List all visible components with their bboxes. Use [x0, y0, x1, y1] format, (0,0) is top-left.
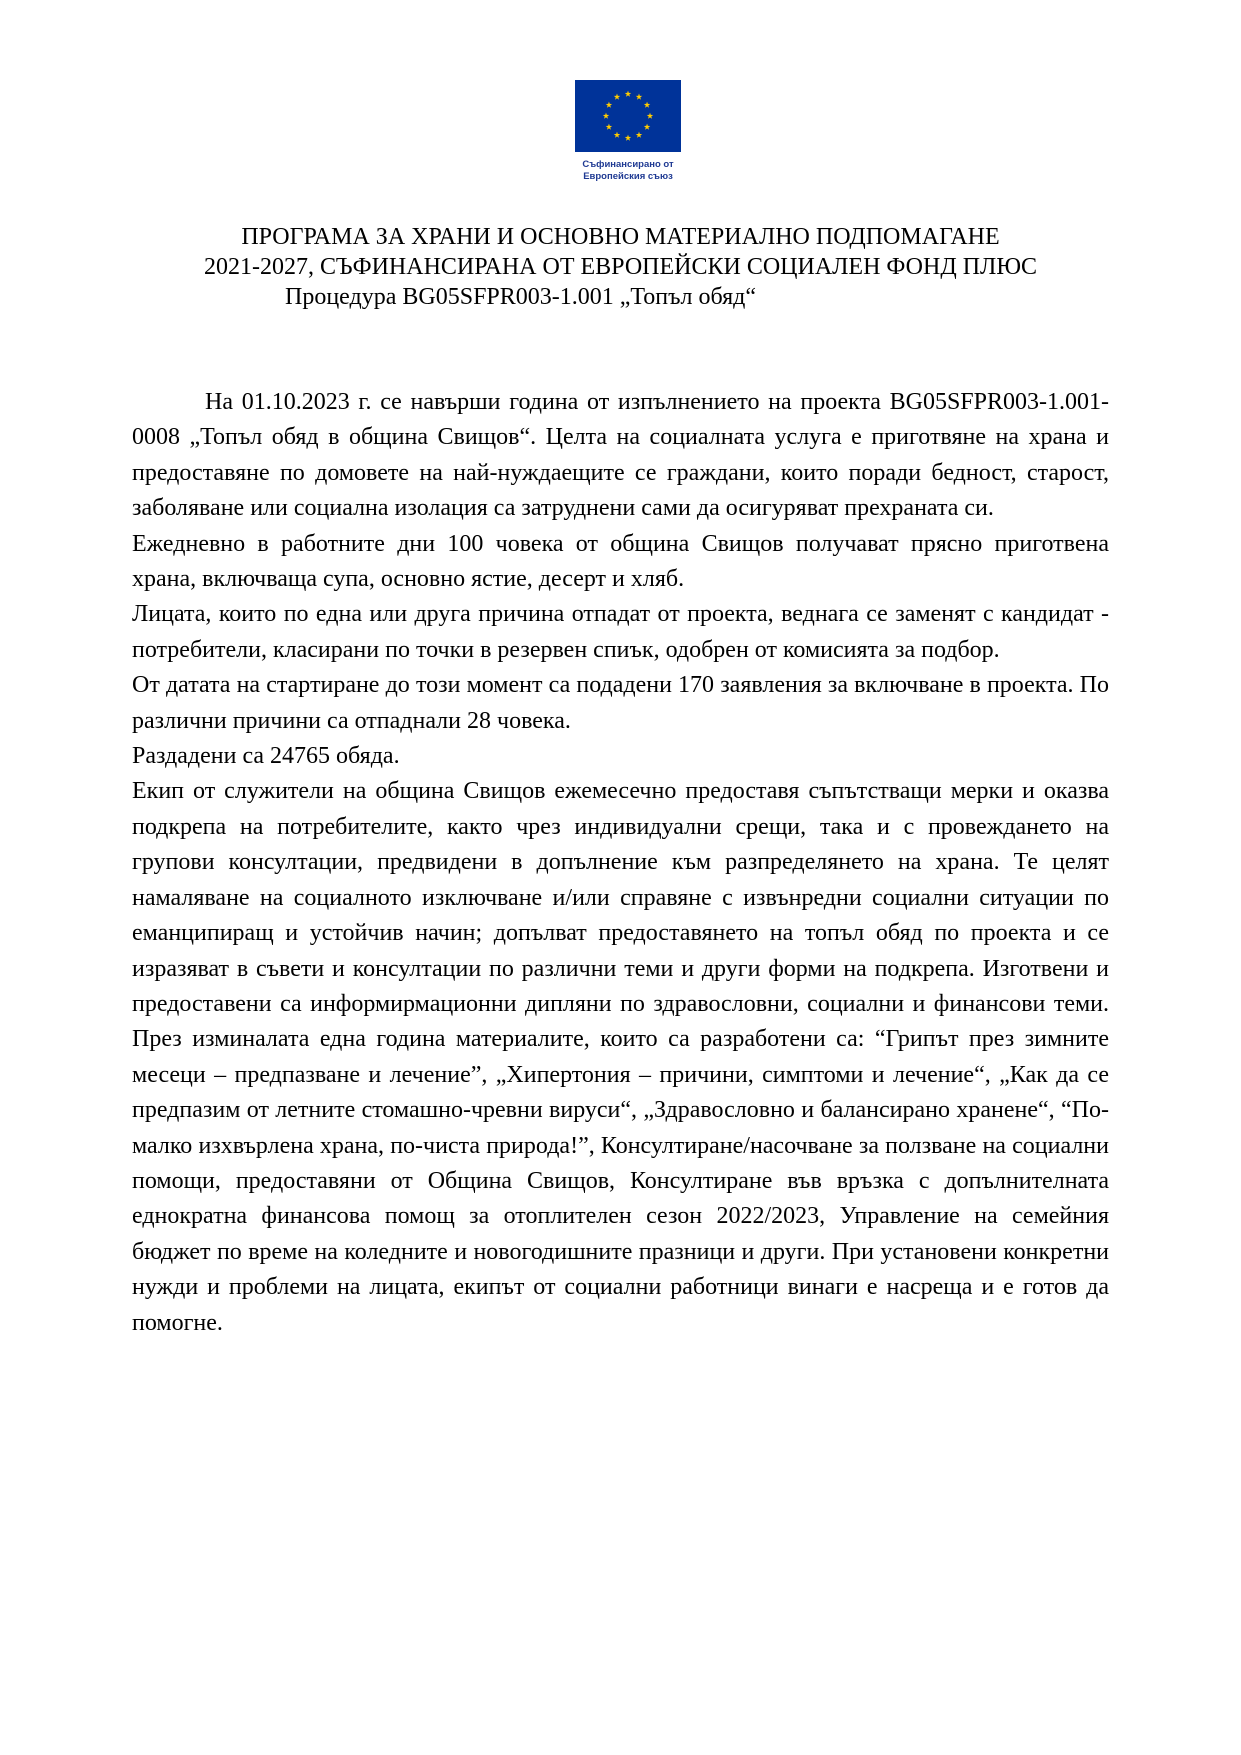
paragraph-replacements: Лицата, които по една или друга причина отпадат от проекта, веднага се заменят с кандидат - потребители, класирани по точки в резервен спиък, одобрен от комисията за подбор. — [132, 601, 1109, 663]
heading-line-2: 2021-2027, СЪФИНАНСИРАНА ОТ ЕВРОПЕЙСКИ СОЦИАЛЕН ФОНД ПЛЮС — [203, 254, 1037, 280]
logo-caption-line1: Съфинансирано от — [582, 159, 674, 170]
eu-flag-icon — [575, 80, 681, 152]
eu-cofunded-logo — [568, 80, 688, 192]
paragraph-applications: От датата на стартиране до този момент са подадени 170 заявления за включване в проекта. По различни причини са отпаднали 28 човека. — [132, 672, 1109, 734]
paragraph-daily-meals: Ежедневно в работните дни 100 човека от община Свищов получават прясно приготвена храна, включваща супа, основно ястие, десерт и хляб. — [132, 530, 1109, 593]
program-heading — [130, 222, 1111, 312]
heading-line-1: ПРОГРАМА ЗА ХРАНИ И ОСНОВНО МАТЕРИАЛНО ПОДПОМАГАНЕ — [241, 224, 1000, 250]
logo-caption — [568, 159, 688, 183]
procedure-line: Процедура BG05SFPR003-1.001 „Топъл обяд“ — [285, 284, 757, 310]
paragraph-support-measures: Екип от служители на община Свищов ежемесечно предоставя съпътстващи мерки и оказва подкрепа на потребителите, както чрез индивидуални срещи, така и с провеждането на групови консултации, предвидени в допълнение към разпределянето на храна. Те целят намаляване на социалното изключване и/или справяне с извънредни социални ситуации по еманципиращ и устойчив начин; допълват предоставянето на топъл обяд по проекта и се изразяват в съвети и консултации по различни теми и други форми на подкрепа. Изготвени и предоставени са информирмационни дипляни по здравословни, социални и финансови теми. През изминалата една година материалите, които са разработени са: “Грипът през зимните месеци – предпазване и лечение”, „Хипертония – причини, симптоми и лечение“, „Как да се предпазим от летните стомашно-чревни вируси“, „Здравословно и балансирано хранене“, “По-малко изхвърлена храна, по-чиста природа!”, Консултиране/насочване за ползване на социални помощи, предоставяни от Община Свищов, Консултиране във връзка с допълнителната еднократна финансова помощ за отоплителен сезон 2022/2023, Управление на семейния бюджет по време на коледните и новогодишните празници и други. При установени конкретни нужди и проблеми на лицата, екипът от социални работници винаги е насреща и е готов да помогне. — [132, 778, 1109, 1336]
document-body — [132, 385, 1109, 1341]
logo-caption-line2: Европейския съюз — [583, 171, 673, 182]
paragraph-meals-count: Раздадени са 24765 обяда. — [132, 743, 400, 770]
paragraph-intro: На 01.10.2023 г. се навърши година от изпълнението на проекта BG05SFPR003-1.001-0008 „Топъл обяд в община Свищов“. Целта на социалната услуга е приготвяне на храна и предоставяне по домовете на най-нуждаещите се граждани, които поради бедност, старост, заболяване или социална изолация са затруднени сами да осигуряват прехраната си. — [132, 389, 1109, 522]
